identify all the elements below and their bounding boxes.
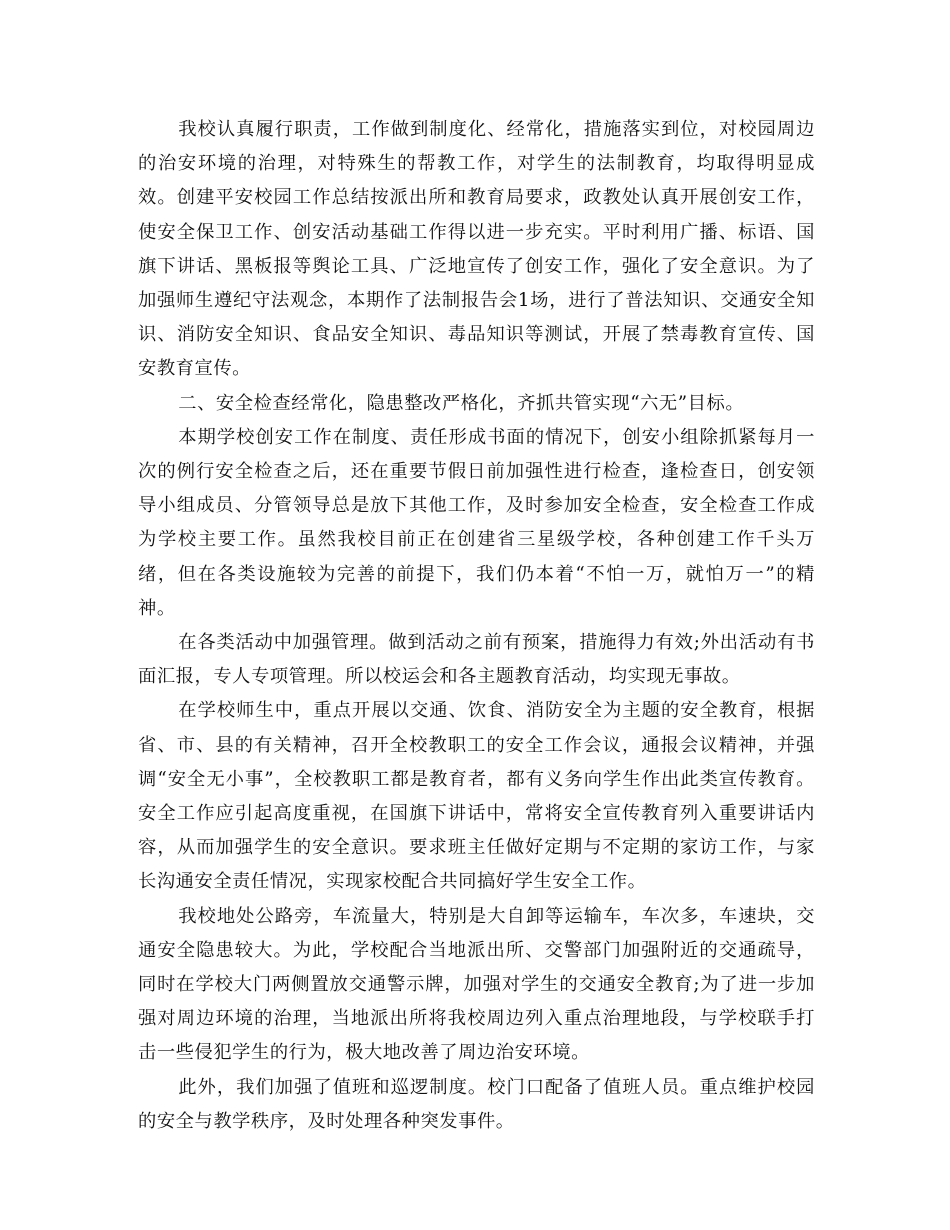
document-body (138, 113, 815, 1139)
paragraph-duties: 我校认真履行职责，工作做到制度化、经常化，措施落实到位，对校园周边的治安环境的治理，对特殊生的帮教工作，对学生的法制教育，均取得明显成效。创建平安校园工作总结按派出所和教育局要求，政教处认真开展创安工作，使安全保卫工作、创安活动基础工作得以进一步充实。平时利用广播、标语、国旗下讲话、黑板报等舆论工具、广泛地宣传了创安工作，强化了安全意识。为了加强师生遵纪守法观念，本期作了法制报告会1场，进行了普法知识、交通安全知识、消防安全知识、食品安全知识、毒品知识等测试，开展了禁毒教育宣传、国安教育宣传。 (138, 119, 815, 380)
paragraph-safety-inspection: 本期学校创安工作在制度、责任形成书面的情况下，创安小组除抓紧每月一次的例行安全检查之后，还在重要节假日前加强性进行检查，逢检查日，创安领导小组成员、分管领导总是放下其他工作，及时参加安全检查，安全检查工作成为学校主要工作。虽然我校目前正在创建省三星级学校，各种创建工作千头万绪，但在各类设施较为完善的前提下，我们仍本着“不怕一万，就怕万一”的精神。 (138, 426, 815, 619)
paragraph-safety-education: 在学校师生中，重点开展以交通、饮食、消防安全为主题的安全教育，根据省、市、县的有关精神，召开全校教职工的安全工作会议，通报会议精神，并强调“安全无小事”，全校教职工都是教育者，都有义务向学生作出此类宣传教育。安全工作应引起高度重视，在国旗下讲话中，常将安全宣传教育列入重要讲话内容，从而加强学生的安全意识。要求班主任做好定期与不定期的家访工作，与家长沟通安全责任情况，实现家校配合共同搞好学生安全工作。 (138, 700, 815, 893)
paragraph-patrol-duty: 此外，我们加强了值班和巡逻制度。校门口配备了值班人员。重点维护校园的安全与教学秩序，及时处理各种突发事件。 (138, 1076, 815, 1132)
paragraph-section-heading: 二、安全检查经常化，隐患整改严格化，齐抓共管实现“六无”目标。 (178, 392, 745, 414)
paragraph-activity-management: 在各类活动中加强管理。做到活动之前有预案，措施得力有效;外出活动有书面汇报，专人专项管理。所以校运会和各主题教育活动，均实现无事故。 (138, 632, 815, 688)
paragraph-traffic-safety: 我校地处公路旁，车流量大，特别是大自卸等运输车，车次多，车速块，交通安全隐患较大。为此，学校配合当地派出所、交警部门加强附近的交通疏导，同时在学校大门两侧置放交通警示牌，加强对学生的交通安全教育;为了进一步加强对周边环境的治理，当地派出所将我校周边列入重点治理地段，与学校联手打击一些侵犯学生的行为，极大地改善了周边治安环境。 (138, 905, 815, 1064)
